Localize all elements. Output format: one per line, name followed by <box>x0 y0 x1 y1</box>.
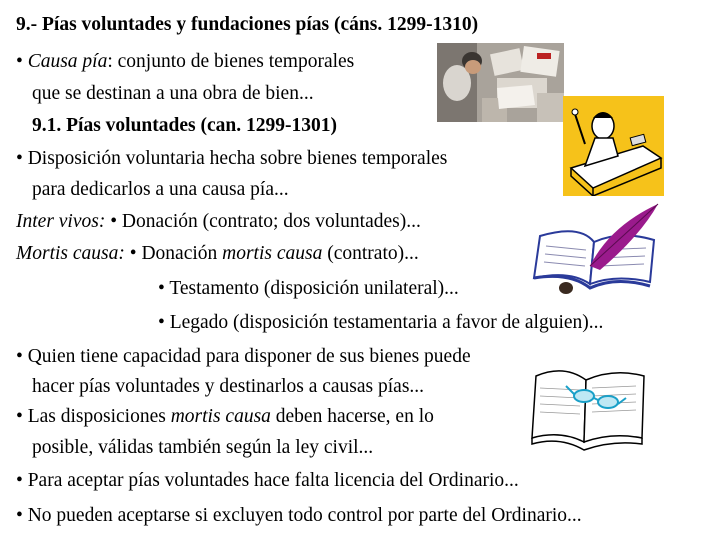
inter-vivos-label: Inter vivos: <box>16 211 106 232</box>
term-causa-pia: Causa pía <box>27 51 108 72</box>
bullet-disposiciones-mortis <box>16 406 434 428</box>
testamento-line: • Testamento (disposición unilateral)... <box>158 278 459 299</box>
mortis-causa-post: (contrato)... <box>322 243 419 264</box>
bullet-no-pueden: • No pueden aceptarse si excluyen todo control por parte del Ordinario... <box>16 505 582 526</box>
bullet-marker: • <box>16 51 23 72</box>
causa-pia-definition: : conjunto de bienes temporales <box>107 51 355 72</box>
mortis-causa-pre: • Donación <box>124 243 223 264</box>
donations-photo <box>437 43 564 122</box>
open-book-glasses-clipart <box>528 346 650 458</box>
disp-mortis-pre: • Las disposiciones <box>16 406 171 427</box>
mortis-causa-line <box>16 243 419 265</box>
bullet-causa-pia <box>16 51 354 73</box>
bullet-aceptar: • Para aceptar pías voluntades hace falta licencia del Ordinario... <box>16 470 519 491</box>
mortis-causa-label: Mortis causa: <box>16 243 125 264</box>
disp-mortis-post: deben hacerse, en lo <box>270 406 434 427</box>
inter-vivos-text: • Donación (contrato; dos voluntades)... <box>105 211 421 232</box>
open-book-quill-clipart <box>530 196 660 298</box>
slide-title: 9.- Pías voluntades y fundaciones pías (cáns. 1299-1310) <box>16 14 479 35</box>
person-at-desk-clipart <box>563 96 664 196</box>
mortis-causa-term: mortis causa <box>222 243 323 264</box>
bullet-causa-pia-cont: que se destinan a una obra de bien... <box>32 83 314 104</box>
bullet-quien-cont: hacer pías voluntades y destinarlos a causas pías... <box>32 376 425 397</box>
bullet-quien: • Quien tiene capacidad para disponer de sus bienes puede <box>16 346 471 367</box>
inter-vivos-line <box>16 211 421 233</box>
bullet-disposiciones-mortis-cont: posible, válidas también según la ley civil... <box>32 437 374 458</box>
bullet-disposicion: • Disposición voluntaria hecha sobre bienes temporales <box>16 148 448 169</box>
legado-line: • Legado (disposición testamentaria a favor de alguien)... <box>158 312 604 333</box>
disp-mortis-term: mortis causa <box>170 406 271 427</box>
bullet-disposicion-cont: para dedicarlos a una causa pía... <box>32 179 289 200</box>
subheading-pias-voluntades: 9.1. Pías voluntades (can. 1299-1301) <box>32 115 337 136</box>
